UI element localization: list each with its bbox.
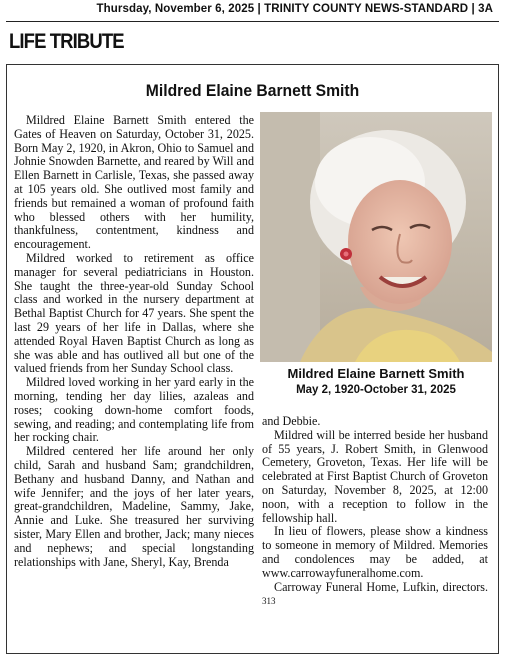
photo-caption-dates: May 2, 1920-October 31, 2025 <box>296 384 456 396</box>
paragraph-family: Mildred centered her life around her only child, Sarah and husband Sam; grandchildren, Bethany and husband Danny, and Nathan and wife Jennifer; and the joys of her later years, great-grandchildren, Madeline, Sammy, Jake, Annie and Luke. She treasured her surviving sister, Mary Ellen and brother, Jack; many nieces and nephews; and special longstanding relationships with Jane, Sheryl, Kay, Brenda <box>14 444 254 569</box>
masthead: Thursday, November 6, 2025 | TRINITY COUNTY NEWS-STANDARD | 3A <box>96 3 493 15</box>
paragraph-hobbies: Mildred loved working in her yard early in the morning, tending her day lilies, azaleas and roses; cooking down-home comfort foods, sewing, and reading; and contemplating life from her rocking chair. <box>14 375 254 445</box>
photo-caption-name: Mildred Elaine Barnett Smith <box>287 366 465 381</box>
paragraph-funeral-home <box>262 581 488 610</box>
section-title: LIFE TRIBUTE <box>9 30 124 53</box>
ad-code: 313 <box>262 596 276 607</box>
text-column-right <box>262 415 488 609</box>
paragraph-career: Mildred worked to retirement as office manager for several pediatricians in Houston. She taught the three-year-old Sunday School class and worked in the nursery department at Bethal Baptist Church for 47 years. She spent the last 29 years of her life in Dallas, where she attended Royal Haven Baptist Church as long as she was able and has outlived all but one of the valued friends from her Sunday School class. <box>14 250 254 376</box>
funeral-home-text: Carroway Funeral Home, Lufkin, directors. <box>274 579 488 594</box>
portrait-image <box>260 112 492 362</box>
obituary-headline: Mildred Elaine Barnett Smith <box>145 82 360 100</box>
portrait-photo <box>260 112 492 362</box>
text-column-left <box>14 114 254 569</box>
paragraph-family-continued: and Debbie. <box>262 414 321 428</box>
paragraph-intro: Mildred Elaine Barnett Smith entered the Gates of Heaven on Saturday, October 31, 2025. Born May 2, 1920, in Akron, Ohio to Samuel and Johnie Snowden Barnette, and reared by Will and Ellen Barnett in Carlisle, Texas, she passed away at 105 years old. She outlived most family and friends but remained a woman of profound faith who blessed others with her humility, thankfulness, contentment, kindness and encouragement. <box>14 113 254 252</box>
masthead-rule <box>6 21 499 22</box>
paragraph-memorials: In lieu of flowers, please show a kindness to someone in memory of Mildred. Memories and condolences may be added, at www.carrowayfuneralhome.com. <box>262 524 488 580</box>
paragraph-interment: Mildred will be interred beside her husband of 55 years, J. Robert Smith, in Glenwood Cemetery, Groveton, Texas. Her life will be celebrated at First Baptist Church of Groveton on Saturday, November 8, 2025, at 12:00 noon, with a reception to follow in the fellowship hall. <box>262 427 488 525</box>
